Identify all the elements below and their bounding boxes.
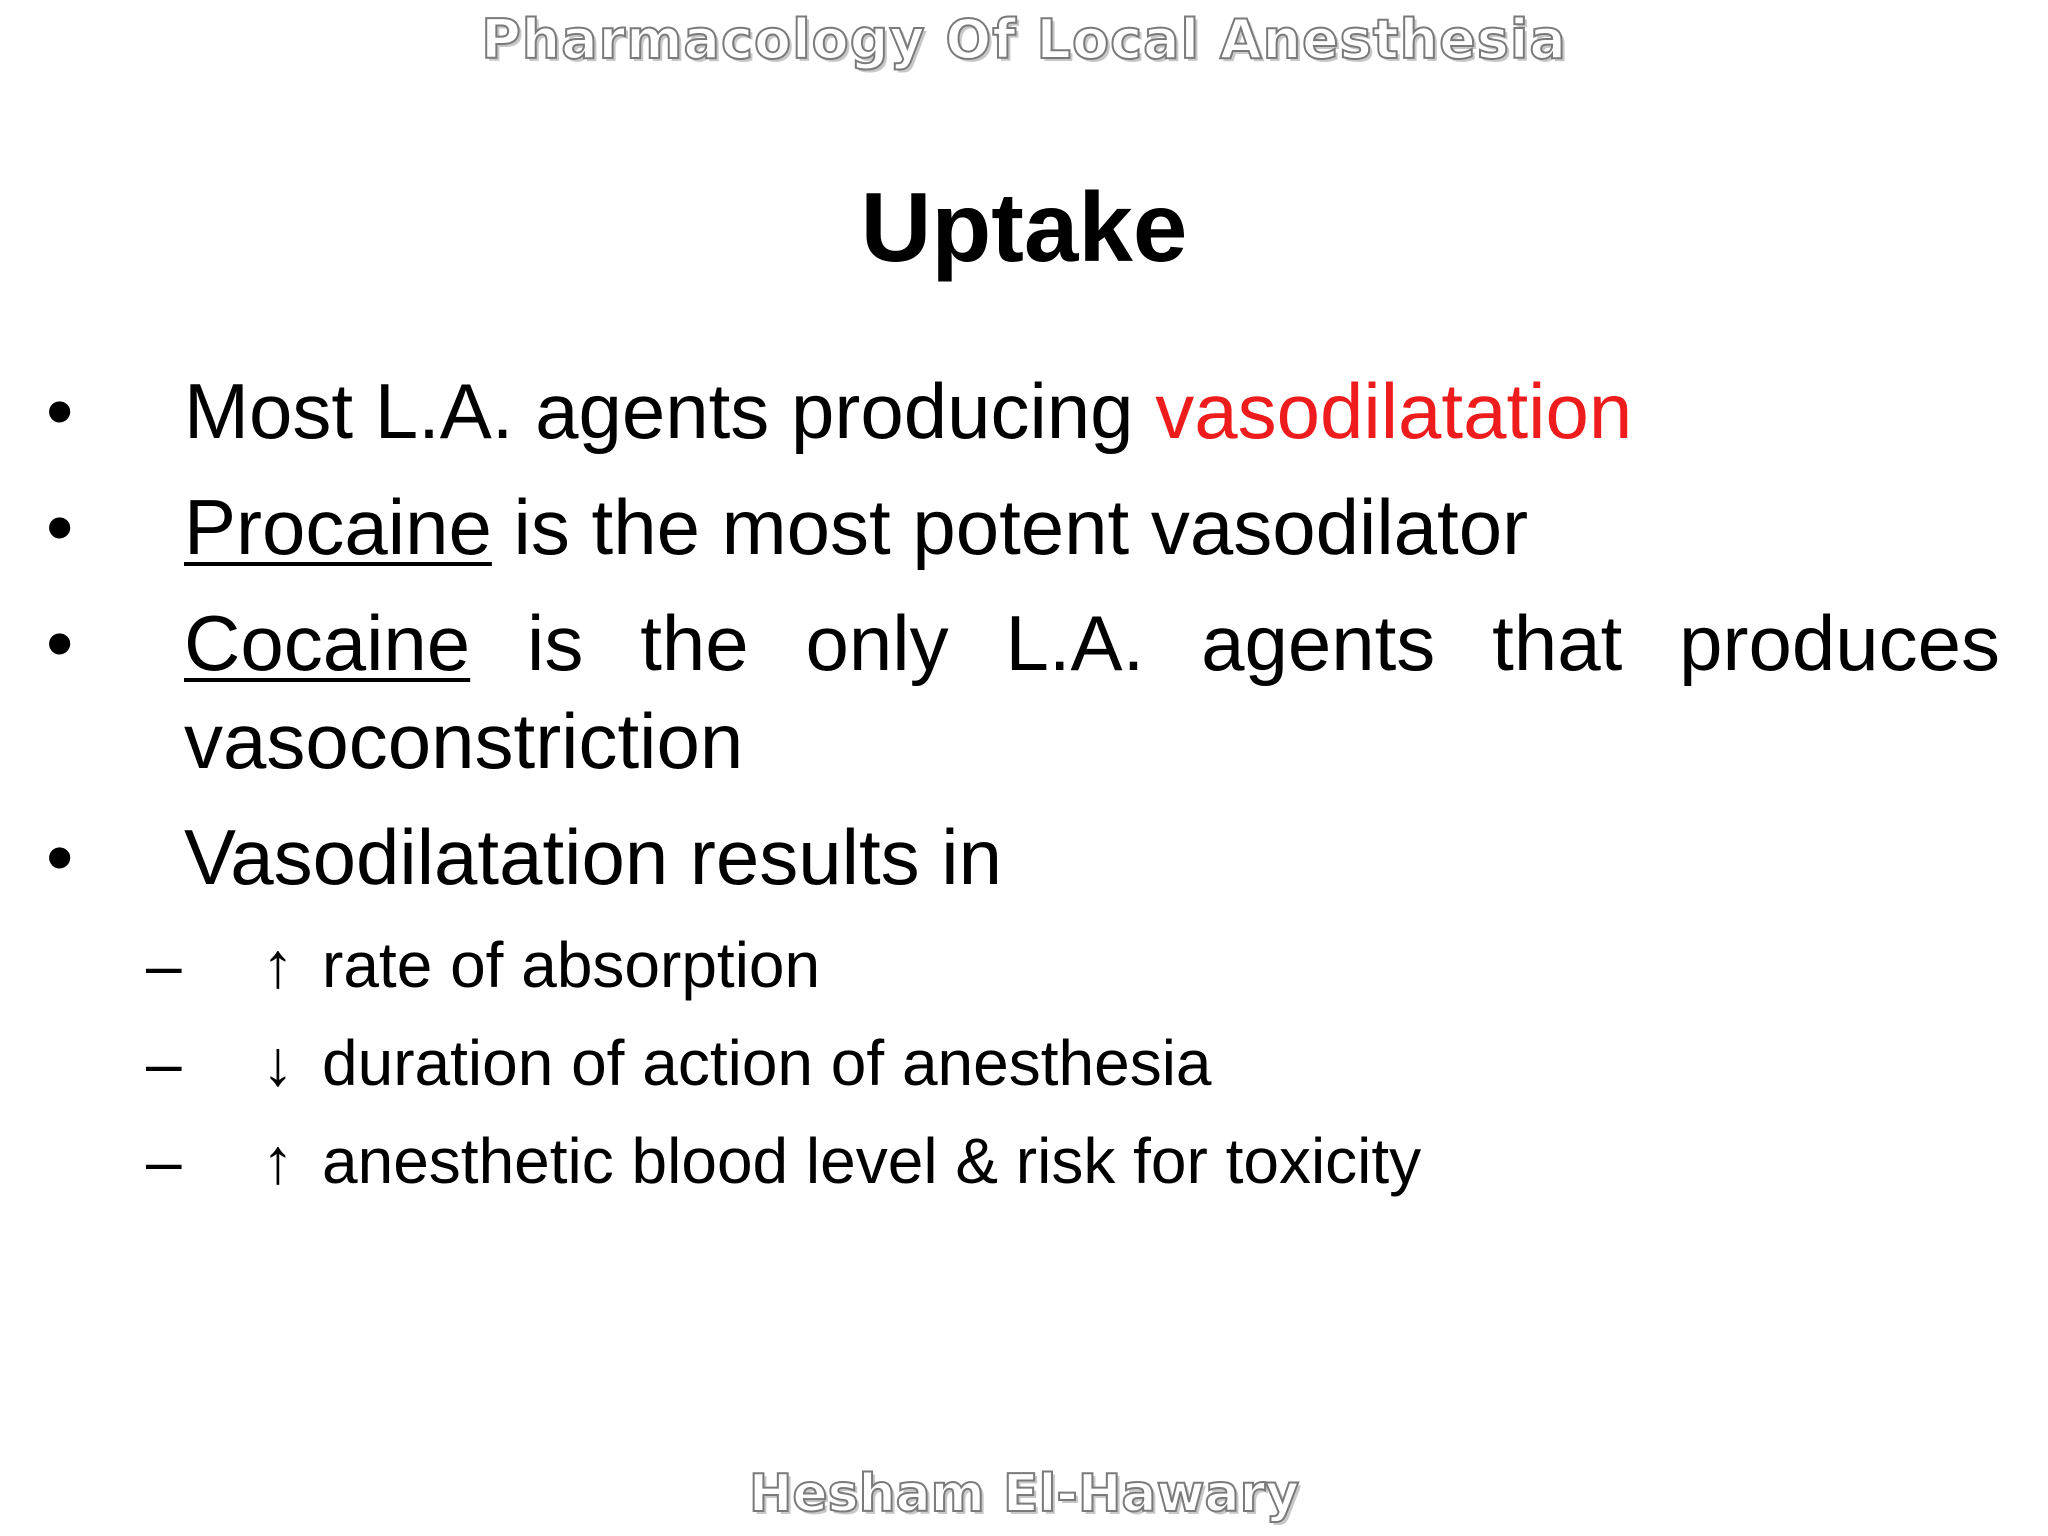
- bullet-marker: •: [46, 483, 74, 571]
- bullet-item-1: [0, 362, 2048, 460]
- highlighted-term: vasodilatation: [1155, 367, 1633, 455]
- arrow-up-icon: ↑: [262, 1125, 294, 1197]
- bullet-text: is the most potent vasodilator: [491, 483, 1529, 571]
- bullet-item-3: [0, 594, 2048, 790]
- bullet-marker: •: [46, 599, 74, 687]
- underlined-term: Procaine: [184, 483, 492, 571]
- dash-marker: –: [146, 1027, 182, 1099]
- bullet-item-2: [0, 478, 2048, 576]
- sub-bullet-text: rate of absorption: [322, 929, 821, 1001]
- dash-marker: –: [146, 929, 182, 1001]
- sub-bullet-list: [0, 916, 2048, 1210]
- bullet-text: is the only L.A. agents that produces vasoconstriction: [184, 599, 2000, 785]
- sub-bullet-item-3: [0, 1112, 2048, 1210]
- arrow-up-icon: ↑: [262, 929, 294, 1001]
- bullet-text: Vasodilatation results in: [184, 813, 1003, 901]
- slide-footer-author: Hesham El-Hawary: [748, 1464, 1300, 1524]
- bullet-text: Most L.A. agents producing: [184, 367, 1156, 455]
- bullet-marker: •: [46, 813, 74, 901]
- bullet-marker: •: [46, 367, 74, 455]
- slide-content: [0, 362, 2048, 1210]
- dash-marker: –: [146, 1125, 182, 1197]
- underlined-term: Cocaine: [184, 599, 471, 687]
- sub-bullet-item-1: [0, 916, 2048, 1014]
- sub-bullet-text: duration of action of anesthesia: [322, 1027, 1212, 1099]
- bullet-item-4: [0, 808, 2048, 906]
- sub-bullet-text: anesthetic blood level & risk for toxicity: [322, 1125, 1422, 1197]
- slide-header: Pharmacology Of Local Anesthesia: [481, 8, 1567, 71]
- sub-bullet-item-2: [0, 1014, 2048, 1112]
- slide-title: Uptake: [860, 172, 1188, 282]
- arrow-down-icon: ↓: [262, 1027, 294, 1099]
